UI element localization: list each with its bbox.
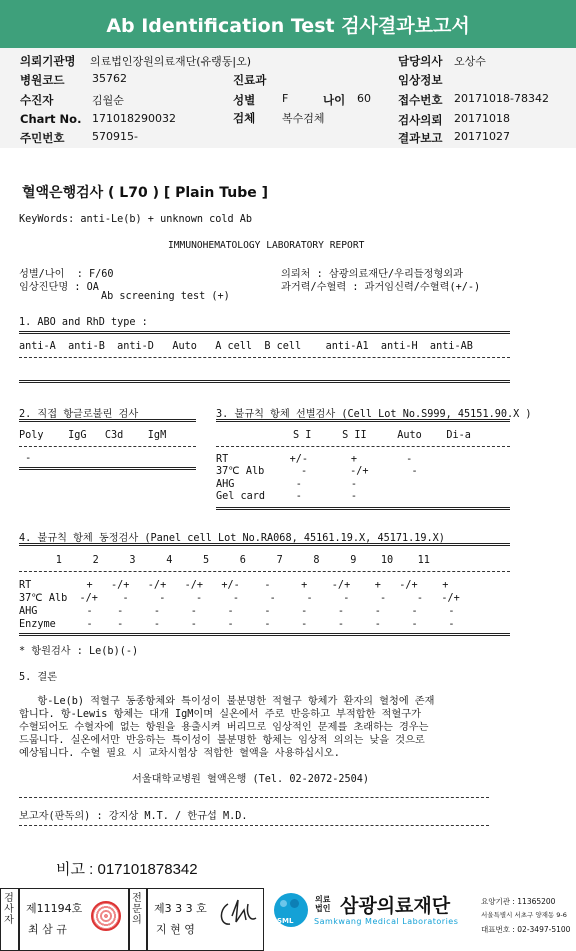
result-line-1: 항-Le(b) 적혈구 동종항체와 특이성이 불분명한 적혈구 항체가 환자의 혈청에 존재 [19, 696, 435, 707]
sex-value: F [282, 92, 289, 105]
chart-label: Chart No. [20, 112, 82, 126]
org-name: 삼광의료재단 [340, 895, 451, 917]
logo-text: SML [277, 917, 294, 925]
panel-row-37: 37℃ Alb -/+ - - - - - - - - - -/+ [19, 593, 460, 604]
keywords: KeyWords: anti-Le(b) + unknown cold Ab [19, 214, 253, 225]
irr-rule-top [216, 419, 510, 422]
doctor-value: 오상수 [454, 55, 486, 68]
result-line-5: 예상됩니다. 수혈 필요 시 교차시험상 적합한 혈액을 사용하십시오. [19, 748, 340, 759]
signature-icon [216, 896, 258, 932]
hospital-line: 서울대학교병원 혈액은행 (Tel. 02-2072-2504) [132, 774, 370, 785]
request-value: 20171018 [454, 112, 510, 125]
panel-rule-bottom [19, 633, 510, 636]
irr-row-rt: RT +/- + - [216, 454, 413, 465]
requester-line: 의뢰처 : 삼광의료재단/우리들정형외과 [281, 269, 463, 280]
irr-rule-mid [216, 446, 510, 447]
chart-value: 171018290032 [92, 112, 176, 125]
logo-dot-1 [290, 899, 299, 908]
irr-title: 3. 불규칙 항체 선별검사 (Cell Lot No.S999, 45151.90.X ) [216, 409, 532, 420]
abo-rule-mid [19, 357, 510, 358]
result-title: 5. 결론 [19, 672, 58, 683]
dat-rule-top [19, 419, 196, 422]
report-date-label: 결과보고 [398, 131, 443, 145]
age-value: 60 [357, 92, 371, 105]
diagnosis-line: 임상진단명 : OA [19, 282, 99, 293]
irr-row-ahg: AHG - - [216, 479, 358, 490]
specimen-value: 복수검체 [282, 112, 325, 125]
panel-row-enzyme: Enzyme - - - - - - - - - - - [19, 619, 455, 630]
inspector-vertical-label: 검사자 [4, 893, 14, 926]
reporter-rule-bottom [19, 825, 489, 826]
lab-report-title: IMMUNOHEMATOLOGY LABORATORY REPORT [168, 240, 365, 251]
inspector-name: 최 삼 규 [28, 923, 67, 936]
request-label: 검사의뢰 [398, 113, 443, 127]
specialist-name: 지 현 영 [156, 923, 195, 936]
patient-value: 김월순 [92, 94, 124, 107]
report-title: Ab Identification Test 검사결과보고서 [106, 14, 470, 37]
panel-title: 4. 불규칙 항체 동정검사 (Panel cell Lot No.RA068, 45161.19.X, 45171.19.X) [19, 533, 445, 544]
sig-divider-3 [146, 888, 148, 951]
dat-rule-bottom [19, 467, 196, 470]
panel-header: 1 2 3 4 5 6 7 8 9 10 11 [19, 555, 430, 566]
antigen-line: * 항원검사 : Le(b)(-) [19, 646, 139, 657]
dat-rule-mid [19, 446, 196, 447]
dat-title: 2. 직접 항글로불린 검사 [19, 409, 139, 420]
inspector-seal-icon [91, 901, 121, 931]
sml-logo-icon [274, 893, 308, 927]
clinical-label: 임상정보 [398, 73, 443, 87]
remark: 비고 : 017101878342 [56, 861, 198, 878]
abo-title: 1. ABO and RhD type : [19, 317, 148, 328]
inspector-license: 제11194호 [26, 902, 83, 915]
sex-age-line: 성별/나이 : F/60 [19, 269, 114, 280]
report-date-value: 20171027 [454, 130, 510, 143]
dept-label: 진료과 [233, 73, 267, 87]
receipt-label: 접수번호 [398, 93, 443, 107]
hosp-code-value: 35762 [92, 72, 127, 85]
receipt-value: 20171018-78342 [454, 92, 549, 105]
result-line-3: 수혈되어도 수혈자에 없는 항원을 용출시켜 버리므로 임상적인 문제를 초래하는 경우는 [19, 722, 429, 733]
patient-info-panel [0, 48, 576, 148]
sig-divider-2 [128, 888, 130, 951]
reporter-line: 보고자(판독의) : 강지상 M.T. / 한규섭 M.D. [19, 811, 248, 822]
sig-divider-1 [18, 888, 20, 951]
hosp-code-label: 병원코드 [20, 73, 65, 87]
patient-label: 수진자 [20, 93, 54, 107]
reporter-rule-top [19, 797, 489, 798]
panel-rule-mid [19, 571, 510, 572]
panel-row-ahg: AHG - - - - - - - - - - - [19, 606, 455, 617]
specialist-vertical-label: 전문의 [132, 893, 142, 926]
rrn-value: 570915- [92, 130, 138, 143]
report-banner [0, 0, 576, 48]
specimen-label: 검체 [233, 111, 256, 125]
org-label: 의뢰기관명 [20, 54, 76, 68]
dat-header: Poly IgG C3d IgM [19, 430, 167, 441]
abo-rule-top [19, 331, 510, 334]
abo-header: anti-A anti-B anti-D Auto A cell B cell anti-A1 anti-H anti-AB [19, 341, 473, 352]
org-english-name: Samkwang Medical Laboratories [314, 917, 459, 926]
org-code-line: 요양기관 : 11365200 [481, 897, 556, 906]
irr-rule-bottom [216, 507, 510, 510]
irr-header: S I S II Auto Di-a [293, 430, 471, 441]
panel-row-rt: RT + -/+ -/+ -/+ +/- - + -/+ + -/+ + [19, 580, 449, 591]
panel-rule-top [19, 543, 510, 546]
doctor-label: 담당의사 [398, 54, 443, 68]
org-address-line: 서울특별시 서초구 양재동 9-6 [481, 911, 567, 919]
result-line-2: 합니다. 항-Lewis 항체는 대개 IgM이며 실온에서 주로 반응하고 부적합한 적혈구가 [19, 709, 421, 720]
specialist-license: 제3 3 3 호 [154, 902, 207, 915]
org-phone-line: 대표번호 : 02-3497-5100 [481, 925, 571, 934]
section-title: 혈액은행검사 ( L70 ) [ Plain Tube ] [22, 185, 269, 201]
org-small-label: 의료법인 [315, 895, 331, 913]
age-label: 나이 [323, 93, 346, 107]
history-line: 과거력/수혈력 : 과거임신력/수혈력(+/-) [281, 282, 481, 293]
rrn-label: 주민번호 [20, 131, 65, 145]
irr-row-gel: Gel card - - [216, 491, 358, 502]
dat-values: - [19, 453, 32, 464]
org-value: 의료법인장원의료재단(유랭동|오) [90, 55, 252, 68]
result-line-4: 드뭅니다. 실온에서만 반응하는 특이성이 불분명한 항체는 임상적 의의는 낮을 것으로 [19, 735, 425, 746]
logo-dot-2 [280, 900, 287, 907]
screening-line: Ab screening test (+) [101, 291, 230, 302]
irr-row-37: 37℃ Alb - -/+ - [216, 466, 418, 477]
sex-label: 성별 [233, 93, 256, 107]
abo-rule-bottom [19, 380, 510, 383]
